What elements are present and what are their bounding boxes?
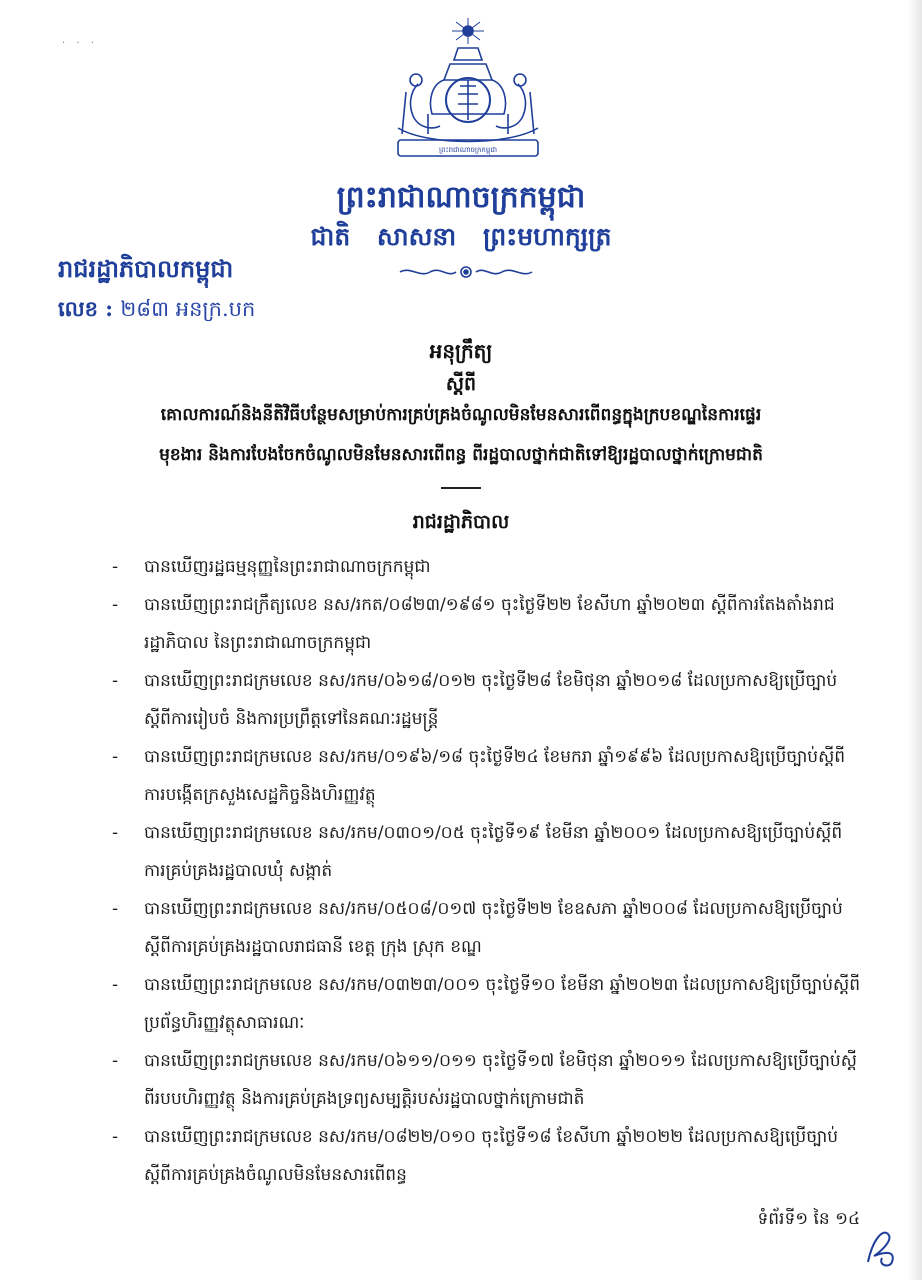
- list-dash: -: [112, 595, 119, 615]
- list-item: [112, 662, 862, 738]
- list-dash: -: [112, 975, 119, 995]
- list-dash: -: [112, 899, 119, 919]
- list-dash: -: [112, 671, 119, 691]
- reference-value: ២៨៣ អនក្រ.បក: [120, 297, 256, 321]
- list-dash: -: [112, 1051, 119, 1071]
- list-item: [112, 1118, 862, 1194]
- list-item: [112, 738, 862, 814]
- clause-text: បានឃើញព្រះរាជក្រឹត្យលេខ នស/រកត/០៨២៣/១៩៨១ ចុះថ្ងៃទី២២ ខែសីហា ឆ្នាំ២០២៣ ស្តីពីការតែងតាំងរាជរដ្ឋាភិបាល នៃព្រះរាជាណាចក្រកម្ពុជា: [144, 595, 835, 653]
- list-item: [112, 890, 862, 966]
- clause-text: បានឃើញព្រះរាជក្រមលេខ នស/រកម/០៣២៣/០០១ ចុះថ្ងៃទី១០ ខែមីនា ឆ្នាំ២០២៣ ដែលប្រកាសឱ្យប្រើច្បាប់ស្តីពីប្រព័ន្ធហិរញ្ញវត្ថុសាធារណៈ: [144, 975, 860, 1033]
- list-dash: -: [112, 1127, 119, 1147]
- clause-text: បានឃើញព្រះរាជក្រមលេខ នស/រកម/០៨២២/០១០ ចុះថ្ងៃទី១៨ ខែសីហា ឆ្នាំ២០២២ ដែលប្រកាសឱ្យប្រើច្បាប់ស្តីពីការគ្រប់គ្រងចំណូលមិនមែនសារពើពន្ធ: [144, 1127, 838, 1185]
- list-dash: -: [112, 823, 119, 843]
- government-heading: រាជរដ្ឋាភិបាល: [412, 511, 510, 533]
- clause-text: បានឃើញព្រះរាជក្រមលេខ នស/រកម/០៦១១/០១១ ចុះថ្ងៃទី១៧ ខែមិថុនា ឆ្នាំ២០១១ ដែលប្រកាសឱ្យប្រើច្បាប់ស្តីពីរបបហិរញ្ញវត្ថុ និងការគ្រប់គ្រងទ្រព្យសម្បត្តិរបស់រដ្ឋបាលថ្នាក់ក្រោមជាតិ: [144, 1051, 857, 1109]
- subject-line-2: មុខងារ និងការបែងចែកចំណូលមិនមែនសារពើពន្ធ ពីរដ្ឋបាលថ្នាក់ជាតិទៅឱ្យរដ្ឋបាលថ្នាក់ក្រោមជាតិ: [159, 445, 763, 465]
- issuing-government: រាជរដ្ឋាភិបាលកម្ពុជា: [58, 254, 234, 283]
- clause-text: បានឃើញរដ្ឋធម្មនុញ្ញនៃព្រះរាជាណាចក្រកម្ពុជា: [144, 557, 431, 577]
- document-type: អនុក្រឹត្យ: [429, 339, 493, 363]
- list-item: [112, 586, 862, 662]
- list-dash: -: [112, 557, 119, 577]
- divider: [441, 487, 481, 489]
- clause-text: បានឃើញព្រះរាជក្រមលេខ នស/រកម/០៥០៨/០១៧ ចុះថ្ងៃទី២២ ខែឧសភា ឆ្នាំ២០០៨ ដែលប្រកាសឱ្យប្រើច្បាប់ស្តីពីការគ្រប់គ្រងរដ្ឋបាលរាជធានី ខេត្ត ក្រុង ស្រុក ខណ្ឌ: [144, 899, 843, 957]
- emblem-text: ព្រះរាជាណាចក្រកម្ពុជា: [438, 146, 498, 154]
- list-item: [112, 966, 862, 1042]
- scroll-ornament-icon: [396, 262, 536, 282]
- reference-number: [58, 296, 255, 327]
- clause-text: បានឃើញព្រះរាជក្រមលេខ នស/រកម/០៣០១/០៥ ចុះថ្ងៃទី១៩ ខែមីនា ឆ្នាំ២០០១ ដែលប្រកាសឱ្យប្រើច្បាប់ស្តីពីការគ្រប់គ្រងរដ្ឋបាលឃុំ សង្កាត់: [144, 823, 843, 881]
- list-item: [112, 814, 862, 890]
- national-motto: ជាតិ សាសនា ព្រះមហាក្សត្រ: [310, 222, 612, 251]
- list-item: [112, 1042, 862, 1118]
- document-on: ស្តីពី: [445, 373, 477, 395]
- clause-text: បានឃើញព្រះរាជក្រមលេខ នស/រកម/០១៩៦/១៨ ចុះថ្ងៃទី២៤ ខែមករា ឆ្នាំ១៩៩៦ ដែលប្រកាសឱ្យប្រើច្បាប់ស្តីពីការបង្កើតក្រសួងសេដ្ឋកិច្ចនិងហិរញ្ញវត្ថុ: [144, 747, 846, 805]
- list-dash: -: [112, 747, 119, 767]
- preamble-list: [112, 548, 862, 1194]
- scan-speckles: · · ·: [62, 38, 98, 49]
- page-number: ទំព័រទី១ នៃ ១៤: [757, 1209, 860, 1229]
- handwritten-initials-icon: [862, 1222, 902, 1270]
- clause-text: បានឃើញព្រះរាជក្រមលេខ នស/រកម/០៦១៨/០១២ ចុះថ្ងៃទី២៨ ខែមិថុនា ឆ្នាំ២០១៨ ដែលប្រកាសឱ្យប្រើច្បាប់ស្តីពីការរៀបចំ និងការប្រព្រឹត្តទៅនៃគណៈរដ្ឋមន្ត្រី: [144, 671, 838, 729]
- kingdom-title: ព្រះរាជាណាចក្រកម្ពុជា: [336, 180, 586, 215]
- subject-line-1: គោលការណ៍និងនីតិវិធីបន្ថែមសម្រាប់ការគ្រប់គ្រងចំណូលមិនមែនសារពើពន្ធក្នុងក្របខណ្ឌនៃការផ្ទេរ: [160, 405, 762, 425]
- royal-coat-of-arms-icon: [388, 14, 548, 172]
- list-item: [112, 548, 862, 586]
- reference-label: លេខ :: [58, 296, 114, 321]
